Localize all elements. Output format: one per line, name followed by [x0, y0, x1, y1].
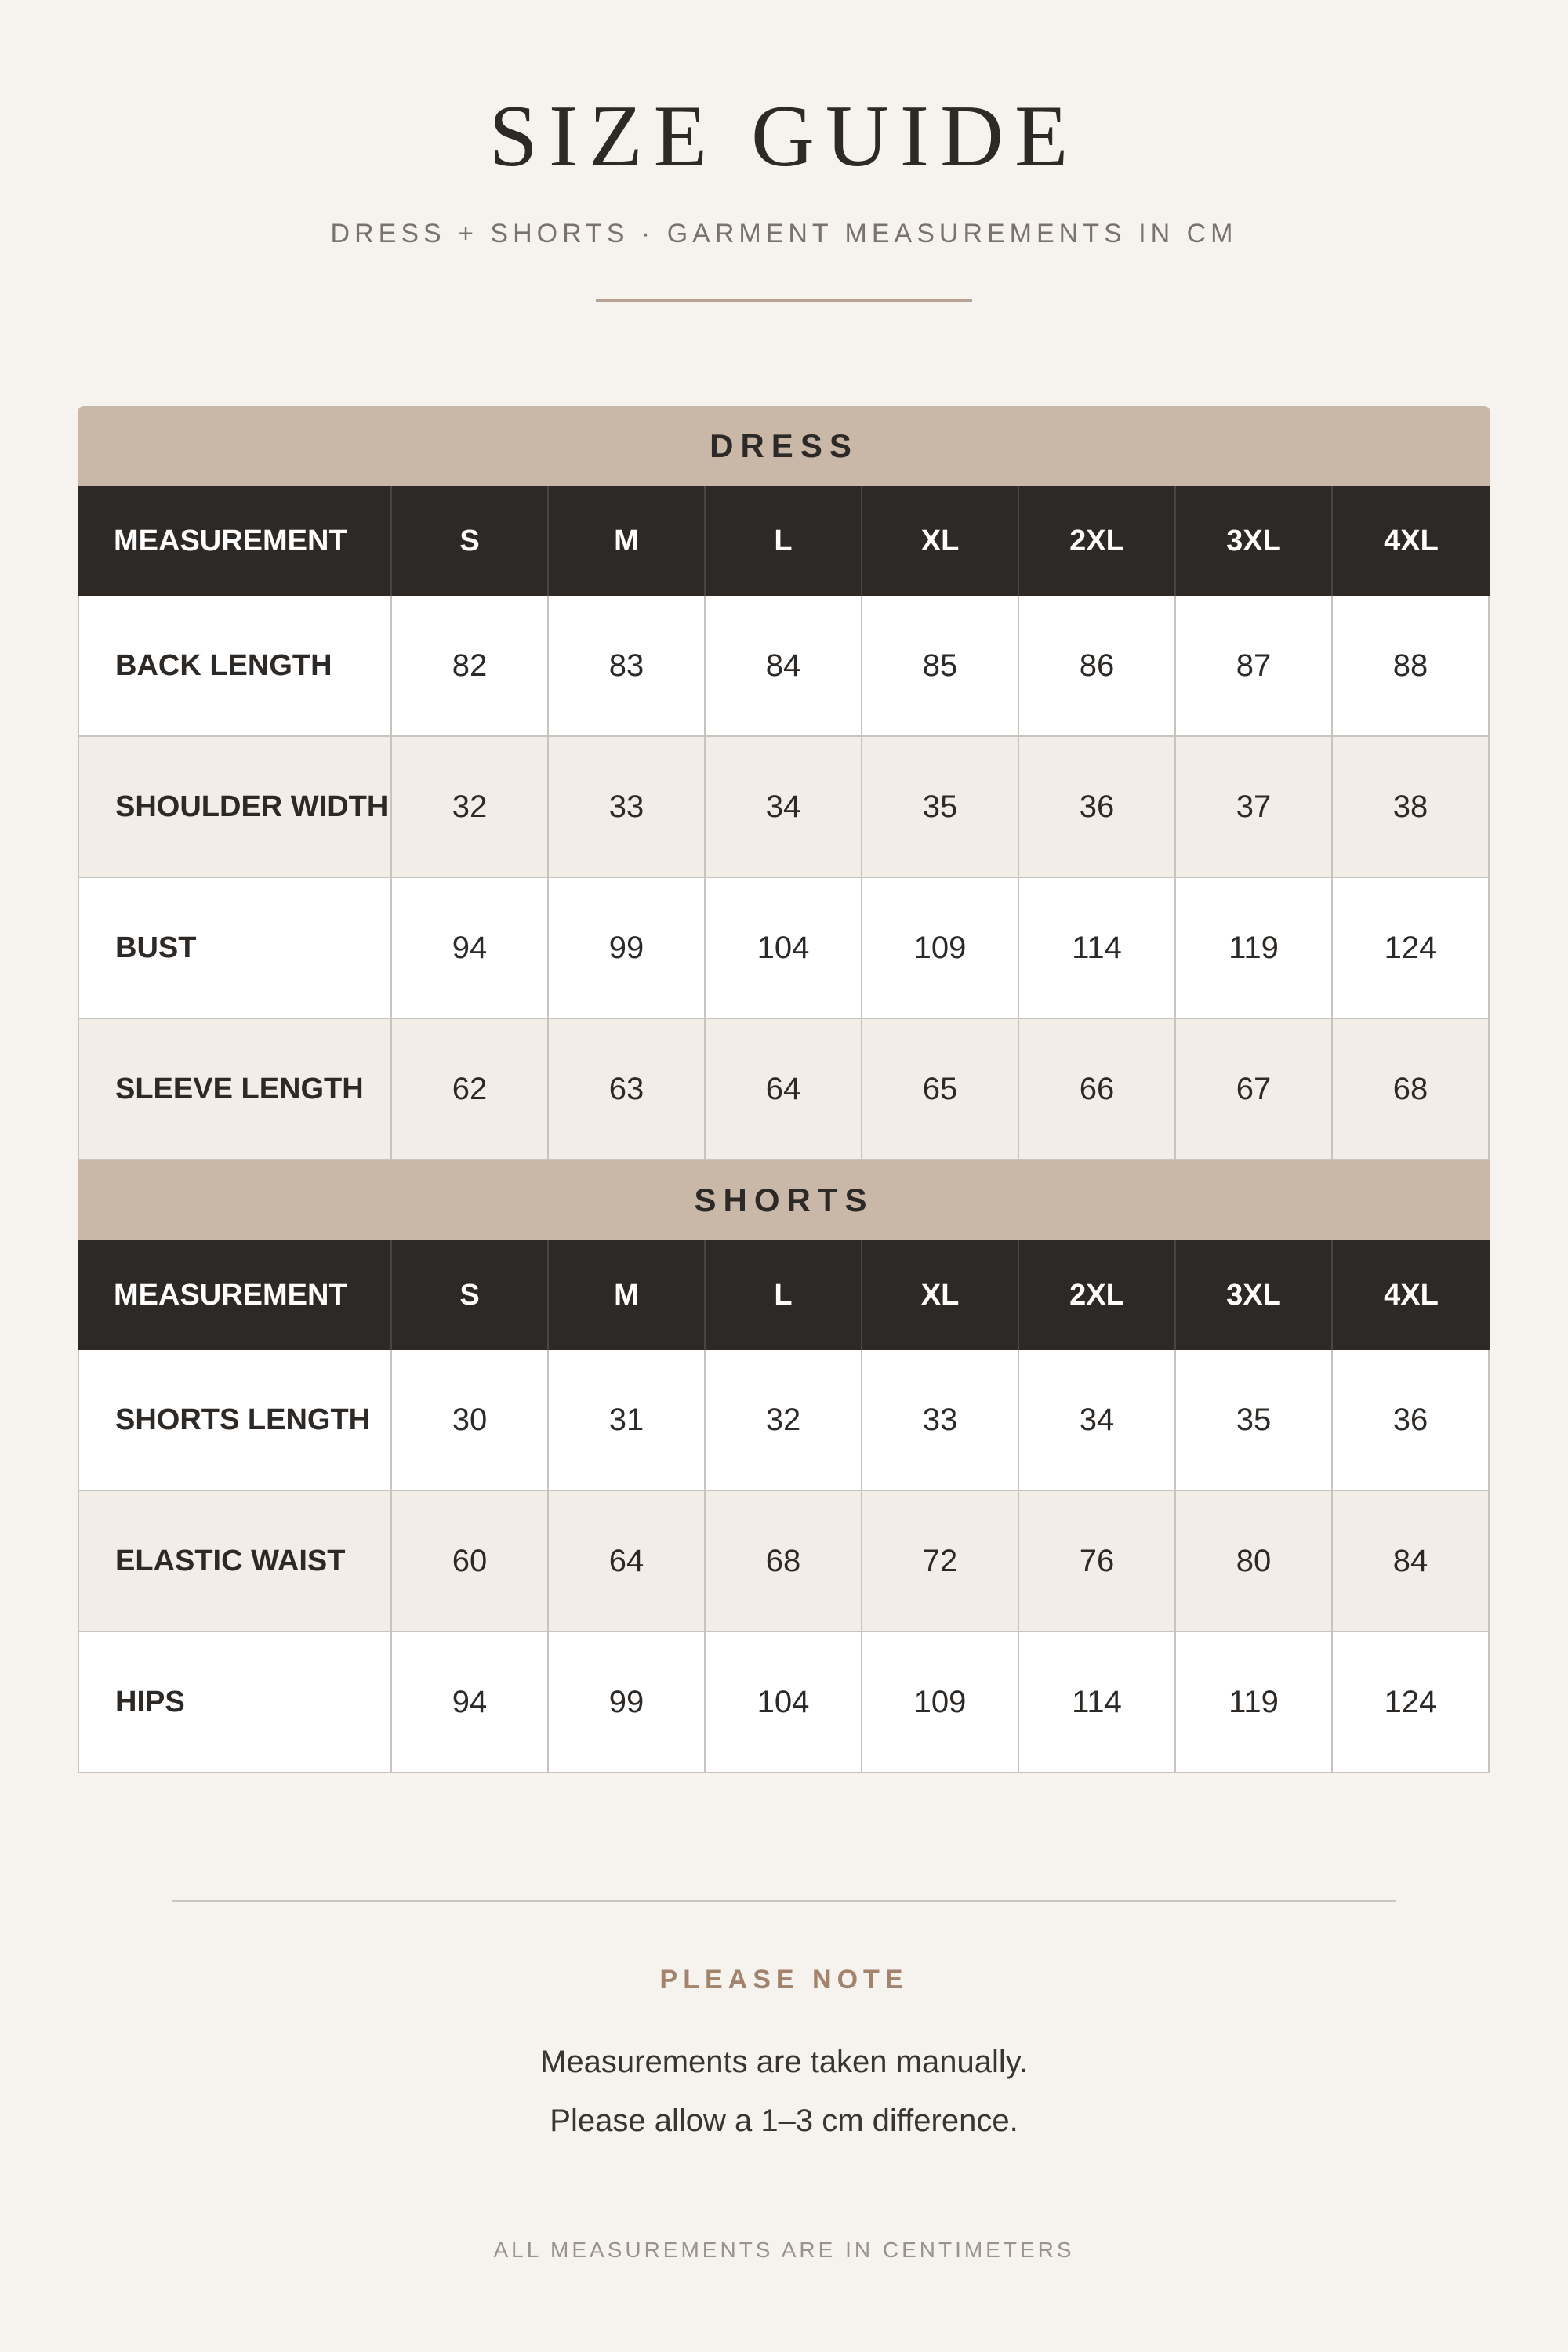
table-cell: 31	[549, 1350, 706, 1491]
row-label: ELASTIC WAIST	[78, 1491, 392, 1632]
column-header-size: M	[549, 486, 706, 596]
table-cell: 66	[1019, 1019, 1176, 1160]
table-row	[78, 1350, 1490, 1491]
table-cell: 62	[392, 1019, 549, 1160]
table-cell: 37	[1176, 737, 1333, 878]
row-label: SHOULDER WIDTH	[78, 737, 392, 878]
table-cell: 84	[706, 596, 862, 737]
column-header-size: 2XL	[1019, 486, 1176, 596]
page-title: SIZE GUIDE	[488, 88, 1080, 185]
table-cell: 99	[549, 1632, 706, 1773]
page-subtitle: DRESS + SHORTS · GARMENT MEASUREMENTS IN CM	[330, 219, 1238, 249]
table-cell: 82	[392, 596, 549, 737]
table-cell: 67	[1176, 1019, 1333, 1160]
table-row	[78, 737, 1490, 878]
row-label: BUST	[78, 878, 392, 1019]
table-cell: 94	[392, 1632, 549, 1773]
table-cell: 109	[862, 1632, 1019, 1773]
row-label: HIPS	[78, 1632, 392, 1773]
table-cell: 68	[1333, 1019, 1490, 1160]
table-cell: 94	[392, 878, 549, 1019]
section-header-shorts: SHORTS	[78, 1160, 1490, 1240]
notes-divider	[172, 1900, 1396, 1902]
table-cell: 114	[1019, 878, 1176, 1019]
column-header-size: 4XL	[1333, 486, 1490, 596]
column-header-size: M	[549, 1240, 706, 1350]
note-line-2: Please allow a 1–3 cm difference.	[550, 2103, 1018, 2138]
table-cell: 64	[706, 1019, 862, 1160]
note-line-1: Measurements are taken manually.	[540, 2045, 1028, 2079]
section-header-dress: DRESS	[78, 406, 1490, 486]
table-cell: 65	[862, 1019, 1019, 1160]
table-cell: 87	[1176, 596, 1333, 737]
table-cell: 85	[862, 596, 1019, 737]
table-cell: 36	[1019, 737, 1176, 878]
column-header-size: XL	[862, 486, 1019, 596]
table-cell: 32	[392, 737, 549, 878]
table-cell: 114	[1019, 1632, 1176, 1773]
table-cell: 104	[706, 1632, 862, 1773]
table-cell: 33	[862, 1350, 1019, 1491]
table-cell: 33	[549, 737, 706, 878]
column-header-size: 3XL	[1176, 486, 1333, 596]
table-cell: 76	[1019, 1491, 1176, 1632]
table-cell: 35	[1176, 1350, 1333, 1491]
table-row	[78, 878, 1490, 1019]
table-row	[78, 596, 1490, 737]
table-cell: 38	[1333, 737, 1490, 878]
table-cell: 119	[1176, 878, 1333, 1019]
table-row	[78, 1632, 1490, 1773]
column-header-size: L	[706, 1240, 862, 1350]
table-cell: 32	[706, 1350, 862, 1491]
table-cell: 34	[1019, 1350, 1176, 1491]
row-label: SLEEVE LENGTH	[78, 1019, 392, 1160]
column-header-measurement: MEASUREMENT	[78, 1240, 392, 1350]
title-divider	[596, 299, 972, 302]
table-cell: 35	[862, 737, 1019, 878]
table-cell: 63	[549, 1019, 706, 1160]
table-cell: 88	[1333, 596, 1490, 737]
column-header-size: 3XL	[1176, 1240, 1333, 1350]
column-header-measurement: MEASUREMENT	[78, 486, 392, 596]
row-label: BACK LENGTH	[78, 596, 392, 737]
column-header-row	[78, 486, 1490, 596]
table-cell: 124	[1333, 878, 1490, 1019]
table-cell: 124	[1333, 1632, 1490, 1773]
table-row	[78, 1019, 1490, 1160]
column-header-size: XL	[862, 1240, 1019, 1350]
table-cell: 64	[549, 1491, 706, 1632]
table-cell: 119	[1176, 1632, 1333, 1773]
table-cell: 34	[706, 737, 862, 878]
table-cell: 68	[706, 1491, 862, 1632]
column-header-row	[78, 1240, 1490, 1350]
column-header-size: S	[392, 486, 549, 596]
row-label: SHORTS LENGTH	[78, 1350, 392, 1491]
table-cell: 84	[1333, 1491, 1490, 1632]
table-cell: 60	[392, 1491, 549, 1632]
size-guide-table	[78, 406, 1490, 1773]
table-cell: 36	[1333, 1350, 1490, 1491]
column-header-size: L	[706, 486, 862, 596]
column-header-size: 2XL	[1019, 1240, 1176, 1350]
table-cell: 72	[862, 1491, 1019, 1632]
table-cell: 80	[1176, 1491, 1333, 1632]
column-header-size: S	[392, 1240, 549, 1350]
table-cell: 83	[549, 596, 706, 737]
table-cell: 104	[706, 878, 862, 1019]
table-cell: 109	[862, 878, 1019, 1019]
table-row	[78, 1491, 1490, 1632]
table-cell: 30	[392, 1350, 549, 1491]
note-label: PLEASE NOTE	[659, 1965, 909, 1994]
page-header	[0, 0, 1568, 302]
table-cell: 86	[1019, 596, 1176, 737]
table-cell: 99	[549, 878, 706, 1019]
column-header-size: 4XL	[1333, 1240, 1490, 1350]
footer-text: ALL MEASUREMENTS ARE IN CENTIMETERS	[493, 2238, 1075, 2262]
